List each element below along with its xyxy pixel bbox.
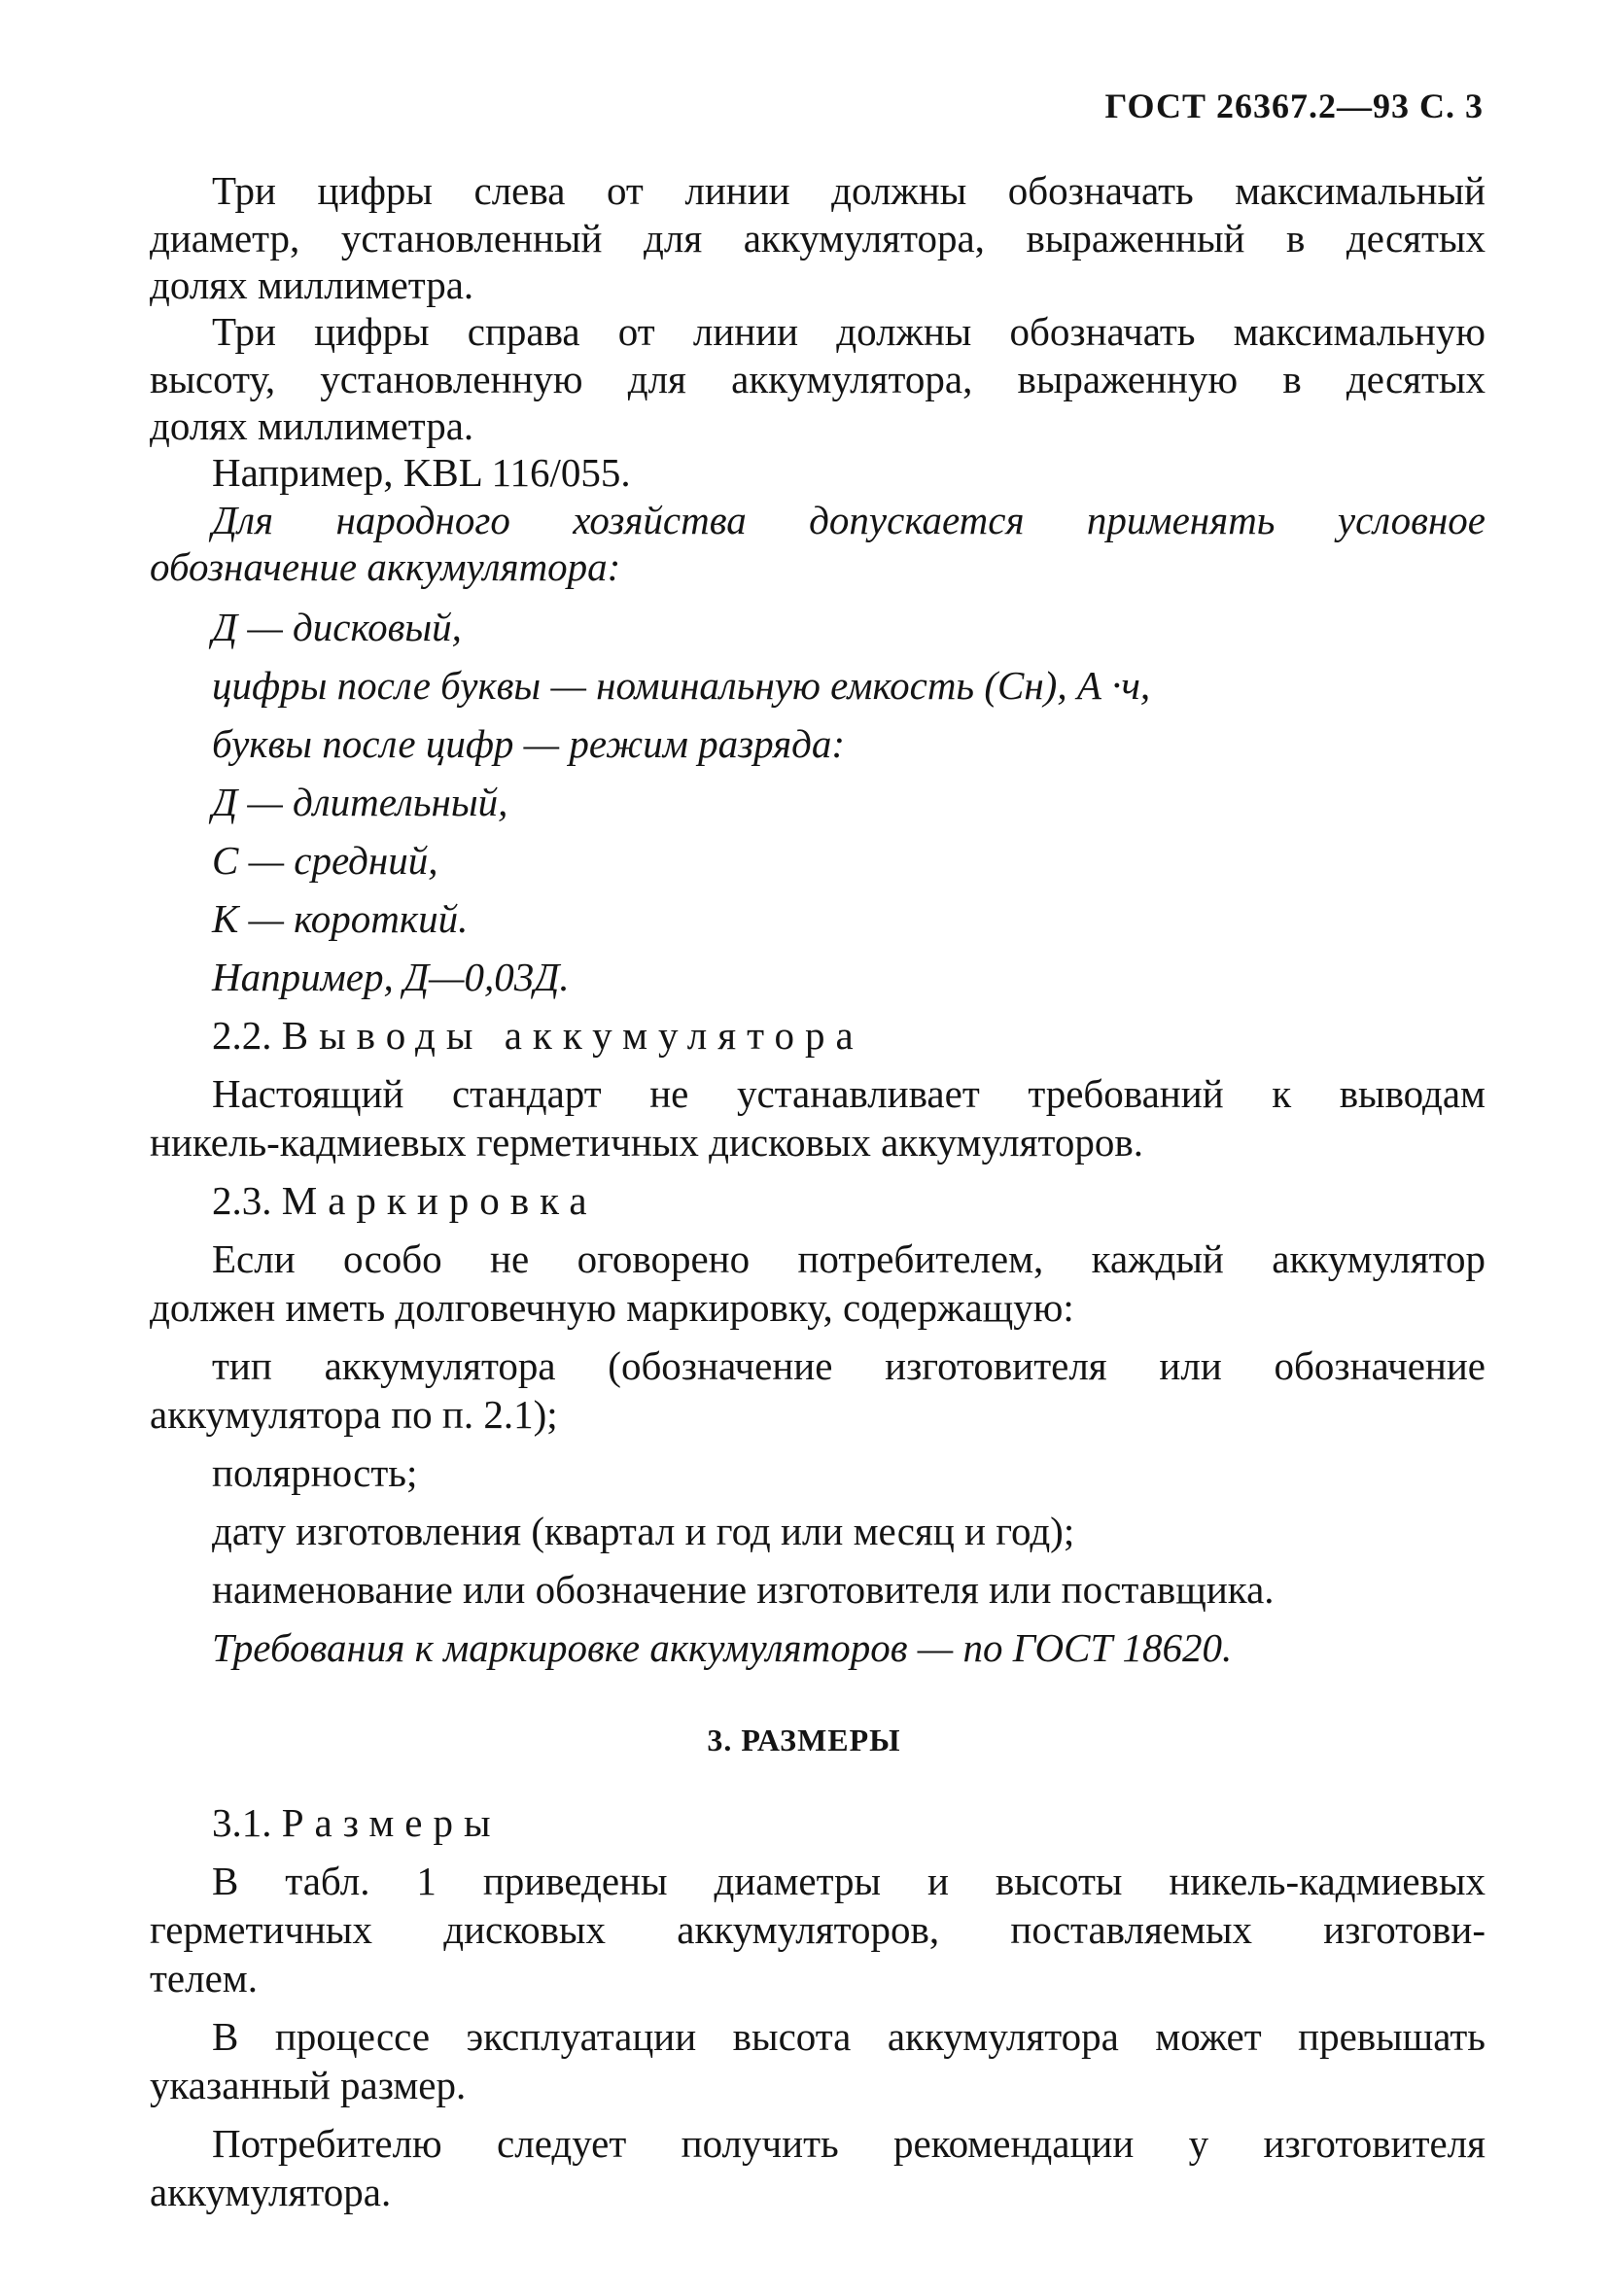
italic-line: Для народного хозяйства допускается применять условное: [212, 498, 1486, 542]
paragraph-line: полярность;: [212, 1450, 418, 1495]
paragraph-line: должен иметь долговечную маркировку, содержащую:: [150, 1285, 1074, 1330]
section-heading-3-1: [212, 1799, 1486, 1846]
paragraph-line: указанный размер.: [150, 2063, 467, 2107]
section-3-heading: 3. РАЗМЕРЫ: [707, 1722, 901, 1757]
paragraph-line: В процессе эксплуатации высота аккумулятора может превышать: [212, 2014, 1486, 2059]
paragraph-line: высоту, установленную для аккумулятора, выраженную в десятых: [150, 357, 1486, 401]
section-heading-2-3: [212, 1177, 1486, 1224]
example-line: Например, KBL 116/055.: [212, 450, 631, 495]
paragraph-line: Три цифры справа от линии должны обозначать максимальную: [212, 309, 1486, 354]
section-number: 2.3.: [212, 1178, 272, 1223]
section-title: Выводы аккумулятора: [281, 1013, 864, 1058]
paragraph-line: диаметр, установленный для аккумулятора, выраженный в десятых: [150, 216, 1486, 261]
section-heading-2-2: [212, 1012, 1486, 1059]
italic-line: обозначение аккумулятора:: [150, 544, 621, 589]
paragraph-line: телем.: [150, 1956, 258, 2000]
paragraph-line: долях миллиметра.: [150, 403, 474, 448]
paragraph-line: аккумулятора по п. 2.1);: [150, 1392, 558, 1437]
paragraph-line: герметичных дисковых аккумуляторов, поставляемых изготови-: [150, 1907, 1486, 1952]
section-title: Маркировка: [281, 1178, 598, 1223]
italic-line: С — средний,: [212, 838, 438, 883]
italic-line: цифры после буквы — номинальную емкость (Cн), А ·ч,: [212, 663, 1151, 708]
page-header: ГОСТ 26367.2—93 С. 3: [1104, 87, 1484, 125]
section-number: 2.2.: [212, 1013, 272, 1058]
paragraph-line: Три цифры слева от линии должны обозначать максимальный: [212, 168, 1486, 213]
italic-line: Требования к маркировке аккумуляторов — по ГОСТ 18620.: [212, 1625, 1233, 1670]
italic-line: Д — длительный,: [212, 780, 508, 824]
paragraph-line: Настоящий стандарт не устанавливает требований к выводам: [212, 1071, 1486, 1116]
italic-line: буквы после цифр — режим разряда:: [212, 721, 846, 766]
paragraph-line: никель-кадмиевых герметичных дисковых аккумуляторов.: [150, 1120, 1143, 1165]
italic-line: Например, Д—0,03Д.: [212, 955, 570, 999]
italic-line: К — короткий.: [212, 896, 469, 941]
section-number: 3.1.: [212, 1800, 272, 1845]
paragraph-line: Потребителю следует получить рекомендации у изготовителя: [212, 2121, 1486, 2166]
paragraph-line: аккумулятора.: [150, 2170, 392, 2214]
paragraph-line: дату изготовления (квартал и год или месяц и год);: [212, 1509, 1075, 1553]
paragraph-line: наименование или обозначение изготовителя или поставщика.: [212, 1567, 1275, 1612]
paragraph-line: Если особо не оговорено потребителем, каждый аккумулятор: [212, 1236, 1486, 1281]
paragraph-line: тип аккумулятора (обозначение изготовителя или обозначение: [212, 1343, 1486, 1388]
section-title: Размеры: [281, 1800, 502, 1845]
italic-line: Д — дисковый,: [212, 605, 462, 649]
paragraph-line: долях миллиметра.: [150, 262, 474, 307]
paragraph-line: В табл. 1 приведены диаметры и высоты никель-кадмиевых: [212, 1859, 1486, 1903]
